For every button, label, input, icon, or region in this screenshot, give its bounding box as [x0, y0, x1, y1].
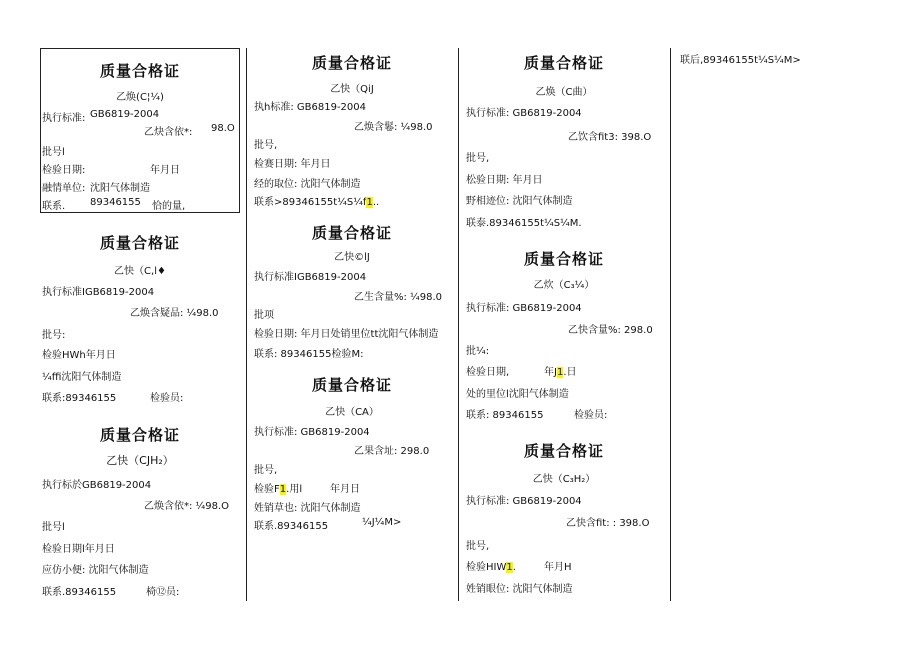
batch-label: 批项	[254, 310, 274, 321]
product-name: 乙焕（C曲）	[535, 87, 593, 98]
certificate-title: 质量合格证	[311, 376, 392, 394]
contact-line: 联系.89346155	[42, 587, 117, 598]
certificate-title: 质量合格证	[523, 442, 604, 460]
unit-line: ¼ffi沈阳气体制造	[42, 372, 122, 383]
standard-line: 执行标於GB6819-2004	[42, 480, 152, 491]
contact-line	[254, 193, 379, 208]
batch-label: 批号,	[466, 541, 490, 552]
content-line: 乙饮含fit3: 398.O	[568, 132, 652, 143]
date-unit-line: 检验日期: 年月日处销里位tt沈阳气体制造	[254, 329, 439, 340]
standard-line: 执行标准: GB6819-2004	[466, 303, 582, 314]
date-tail: .日	[563, 367, 577, 378]
standard-line: 执行标准IGB6819-2004	[42, 287, 155, 298]
date-value: 年月H	[544, 562, 572, 573]
certificate-title: 质量合格证	[311, 54, 392, 72]
content-line: 乙快含量%: 298.0	[568, 325, 653, 336]
date-line: 检验HWh年月日	[42, 350, 116, 361]
unit-line: 野相迹位: 沈阳气体制造	[466, 196, 573, 207]
batch-label: 批号,	[466, 153, 490, 164]
date-tail: .	[512, 562, 516, 573]
date-line	[254, 480, 302, 495]
content-line: 乙果含址: 298.0	[354, 446, 430, 457]
highlight-mark: 1	[506, 562, 513, 573]
batch-label: 批号l	[42, 522, 65, 533]
content-line: 乙焕含疑品: ¼98.0	[130, 308, 219, 319]
contact-tail: ..	[372, 197, 380, 208]
highlight-mark: 1	[279, 484, 287, 495]
product-name: 乙焕(C¦¼)	[116, 92, 164, 103]
product-name: 乙快（QiJ	[330, 84, 374, 95]
certificate-title: 质量合格证	[311, 224, 392, 242]
date-line: 检验日期l年月日	[42, 544, 115, 555]
product-name: 乙快（CA）	[325, 407, 379, 418]
date-line: 检赛日期: 年月日	[254, 159, 331, 170]
batch-label: 批号:	[42, 330, 66, 341]
batch-label: 批号,	[254, 465, 278, 476]
column-1	[40, 0, 240, 651]
contact-line: 联系:89346155	[42, 393, 117, 404]
date-text: 年J	[544, 367, 557, 378]
contact-line: 联系: 89346155	[466, 410, 544, 421]
standard-line: 执h标准: GB6819-2004	[254, 102, 367, 113]
content-value: 98.O	[211, 123, 235, 134]
batch-label: 批号l	[42, 147, 65, 158]
product-name: 乙快（C,l♦	[114, 266, 166, 277]
inspector-label: ¼J¼M>	[362, 517, 402, 528]
contact-number: 89346155	[90, 197, 141, 208]
inspector-label: 检验员:	[574, 410, 608, 421]
product-name: 乙快©lJ	[334, 252, 370, 263]
unit-line: 经的取位: 沈阳气体制造	[254, 179, 361, 190]
date-value	[544, 363, 577, 378]
product-name: 乙炊（C₃¼）	[533, 280, 595, 291]
standard-line: 执行标准: GB6819-2004	[466, 108, 582, 119]
date-text: 检验F	[254, 484, 280, 495]
date-value: 年月日	[330, 484, 360, 495]
contact-line: 联系: 89346155检验M:	[254, 349, 364, 360]
certificate-title: 质量合格证	[99, 62, 180, 80]
unit-line: 应仿小便: 沈阳气体制造	[42, 565, 149, 576]
unit-value: 沈阳气体制造	[90, 183, 150, 194]
date-line: 松验日期: 年月日	[466, 175, 543, 186]
contact-line: 联系.89346155	[254, 521, 329, 532]
date-label: 检验日期:	[42, 165, 86, 176]
contact-line: 联泰.89346155t¼S¼M.	[466, 218, 582, 229]
content-line: 乙焕含鬈: ¼98.0	[354, 122, 433, 133]
date-value: 年月日	[150, 165, 180, 176]
batch-label: 批号,	[254, 140, 278, 151]
content-line: 乙生含量%: ¼98.0	[354, 292, 443, 303]
highlight-mark: 1	[556, 367, 564, 378]
certificate-title: 质量合格证	[523, 54, 604, 72]
inspector-label: 椅⑫员:	[146, 587, 180, 598]
column-divider-3	[670, 48, 671, 601]
date-tail: .用l	[286, 484, 303, 495]
content-label: 乙炔含依*:	[144, 127, 193, 138]
contact-label: 联系.	[42, 201, 66, 212]
contact-text: 联系>89346155t¼S¼f	[254, 197, 367, 208]
product-name: 乙快（C₃H₂）	[532, 474, 596, 485]
certificate-title: 质量合格证	[99, 234, 180, 252]
standard-line: 执行标准: GB6819-2004	[254, 427, 370, 438]
date-label	[466, 558, 516, 573]
standard-value: GB6819-2004	[90, 109, 160, 120]
date-label: 检验日期,	[466, 367, 510, 378]
inspector-label: 检验员:	[150, 393, 184, 404]
content-line: 乙快含fit: : 398.O	[566, 518, 650, 529]
unit-line: 姓销眼位: 沈阳气体制造	[466, 584, 573, 595]
product-name: 乙快（CJH₂）	[106, 454, 174, 467]
certificate-title: 质量合格证	[99, 426, 180, 444]
unit-label: 融情单位:	[42, 183, 86, 194]
content-line: 乙焕含依*: ¼98.O	[144, 501, 230, 512]
column-divider-2	[458, 48, 459, 601]
standard-line: 执行标准IGB6819-2004	[254, 272, 367, 283]
unit-line: 姓销草也: 沈阳气体制造	[254, 503, 361, 514]
inspector-label: 恰的量,	[152, 201, 186, 212]
column-2	[252, 0, 452, 651]
date-text: 检验HIW	[466, 562, 507, 573]
highlight-mark: 1	[366, 197, 373, 208]
standard-label: 执行标准:	[42, 113, 86, 124]
contact-line: 联后,89346155t¼S¼M>	[680, 55, 801, 66]
column-4	[678, 0, 898, 651]
certificate-title: 质量合格证	[523, 250, 604, 268]
column-3	[464, 0, 664, 651]
column-divider-1	[246, 48, 247, 601]
batch-label: 批¼:	[466, 346, 490, 357]
standard-line: 执行标准: GB6819-2004	[466, 496, 582, 507]
unit-line: 处的里位l沈阳气体制造	[466, 389, 569, 400]
